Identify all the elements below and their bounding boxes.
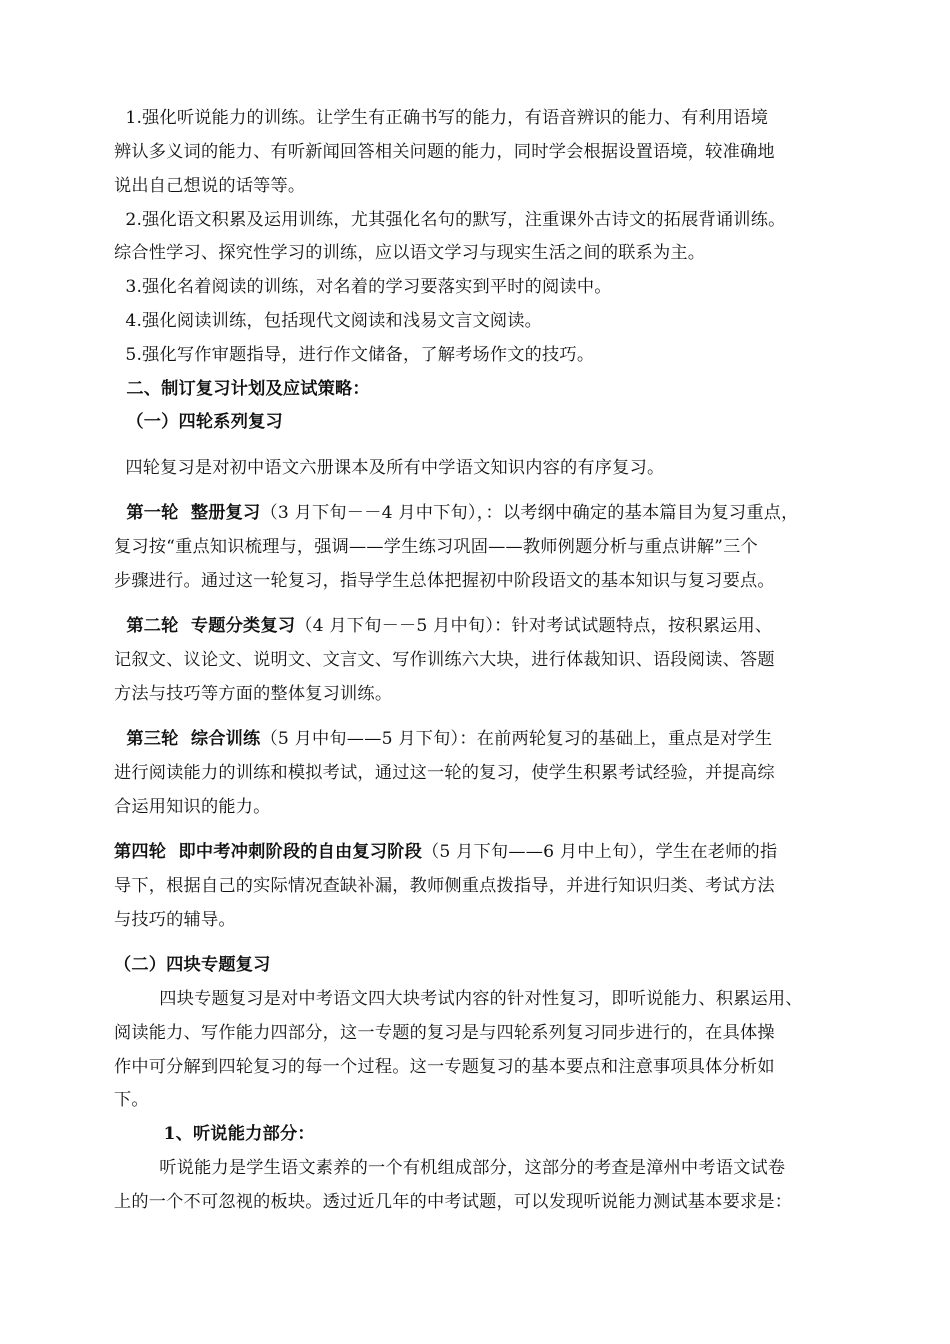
paragraph-line: 作中可分解到四轮复习的每一个过程。这一专题复习的基本要点和注意事项具体分析如 [114,1057,775,1077]
subsection-heading: （一）四轮系列复习 [114,412,283,432]
round-four-line [114,840,844,864]
paragraph-line: 说出自己想说的话等等。 [114,176,306,196]
paragraph-line: 方法与技巧等方面的整体复习训练。 [114,684,393,704]
round-two-text: （4 月下旬－－5 月中旬）：针对考试试题特点，按积累运用、 [295,616,773,636]
paragraph-line: 下。 [114,1090,149,1110]
round-three-text: （5 月中旬——5 月下旬）：在前两轮复习的基础上，重点是对学生 [260,729,773,749]
paragraph-line: 辨认多义词的能力、有听新闻回答相关问题的能力，同时学会根据设置语境，较准确地 [114,142,775,162]
subsection-heading: （二）四块专题复习 [114,955,271,975]
round-one-line [114,501,844,525]
section-heading: 二、制订复习计划及应试策略： [114,379,370,399]
paragraph-line: 综合性学习、探究性学习的训练，应以语文学习与现实生活之间的联系为主。 [114,243,706,263]
round-two-title: 第二轮 专题分类复习 [114,616,296,636]
paragraph-line: 步骤进行。通过这一轮复习，指导学生总体把握初中阶段语文的基本知识与复习要点。 [114,571,775,591]
round-four-title: 第四轮 即中考冲刺阶段的自由复习阶段 [114,842,422,862]
paragraph-line: 进行阅读能力的训练和模拟考试，通过这一轮的复习，使学生积累考试经验，并提高综 [114,763,775,783]
round-one-text: （3 月下旬－－4 月中下旬），：以考纲中确定的基本篇目为复习重点， [260,503,799,523]
round-three-line [114,727,844,751]
paragraph-line: 上的一个不可忽视的板块。透过近几年的中考试题，可以发现听说能力测试基本要求是： [114,1192,793,1212]
round-three-title: 第三轮 综合训练 [114,729,261,749]
paragraph-line: 记叙文、议论文、说明文、文言文、写作训练六大块，进行体裁知识、语段阅读、答题 [114,650,775,670]
paragraph-line: 听说能力是学生语文素养的一个有机组成部分，这部分的考查是漳州中考语文试卷 [114,1158,786,1178]
round-two-line [114,614,844,638]
paragraph-line: 合运用知识的能力。 [114,797,271,817]
paragraph-line: 4.强化阅读训练，包括现代文阅读和浅易文言文阅读。 [114,311,543,331]
paragraph-line: 与技巧的辅导。 [114,910,236,930]
paragraph-line: 复习按“重点知识梳理与，强调——学生练习巩固——教师例题分析与重点讲解”三个 [114,537,758,557]
round-four-text: （5 月下旬——6 月中上旬），学生在老师的指 [421,842,778,862]
paragraph-line: 四轮复习是对初中语文六册课本及所有中学语文知识内容的有序复习。 [114,458,665,478]
point-heading: 1、听说能力部分： [114,1124,315,1144]
paragraph-line: 3.强化名着阅读的训练，对名着的学习要落实到平时的阅读中。 [114,277,612,297]
paragraph-line: 导下，根据自己的实际情况查缺补漏，教师侧重点拨指导，并进行知识归类、考试方法 [114,876,775,896]
paragraph-line: 四块专题复习是对中考语文四大块考试内容的针对性复习，即听说能力、积累运用、 [114,989,803,1009]
round-one-title: 第一轮 整册复习 [114,503,261,523]
paragraph-line: 2.强化语文积累及运用训练，尤其强化名句的默写，注重课外古诗文的拓展背诵训练。 [114,210,786,230]
paragraph-line: 1.强化听说能力的训练。让学生有正确书写的能力，有语音辨识的能力、有利用语境 [114,108,769,128]
paragraph-line: 5.强化写作审题指导，进行作文储备，了解考场作文的技巧。 [114,345,595,365]
paragraph-line: 阅读能力、写作能力四部分，这一专题的复习是与四轮系列复习同步进行的，在具体操 [114,1023,775,1043]
